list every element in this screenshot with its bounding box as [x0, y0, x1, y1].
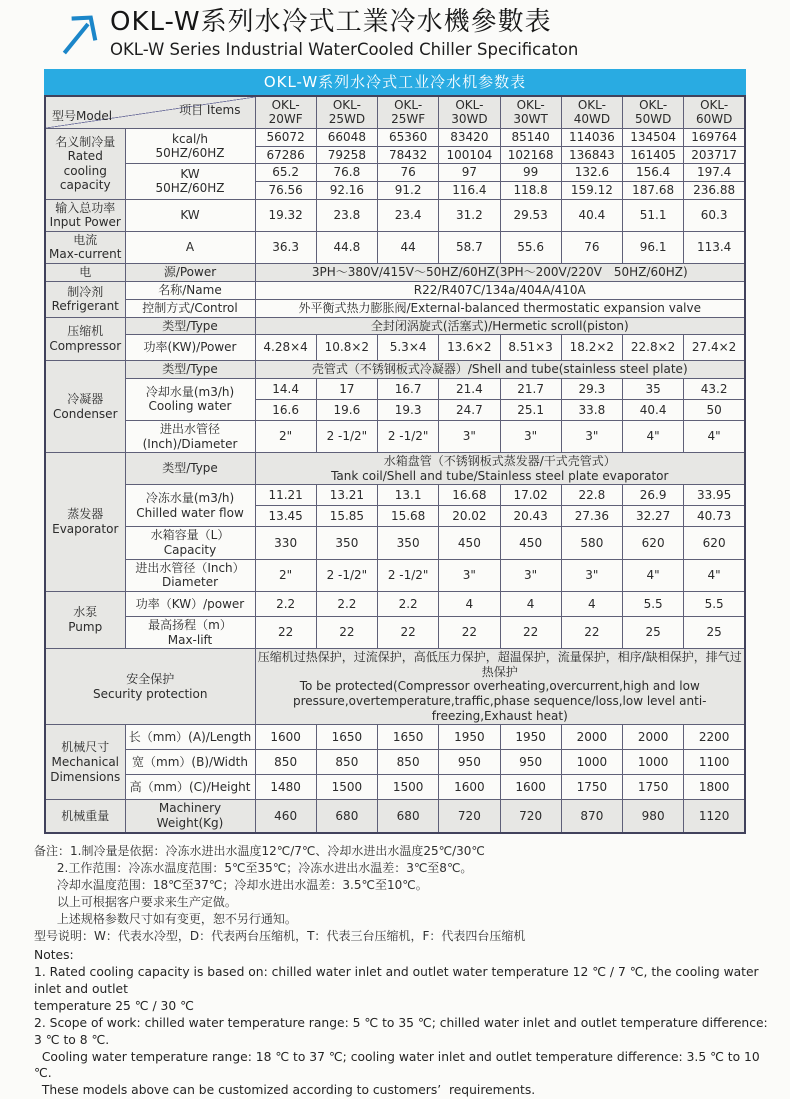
table-cell: 36.3: [255, 231, 316, 263]
table-cell: 进出水管径 (Inch)/Diameter: [125, 420, 255, 452]
table-cell: 8.51×3: [500, 335, 561, 361]
table-cell: 16.68: [439, 485, 500, 506]
table-cell: 2 -1/2": [316, 420, 377, 452]
table-cell: 236.88: [684, 181, 745, 199]
table-cell: 1000: [623, 750, 684, 775]
table-cell: 19.32: [255, 199, 316, 231]
table-cell: 1100: [684, 750, 745, 775]
table-cell: 2 -1/2": [378, 559, 439, 591]
table-cell: 2.2: [255, 591, 316, 616]
table-cell: 壳管式（不锈钢板式冷凝器）/Shell and tube(stainless steel plate): [255, 361, 745, 379]
table-cell: 460: [255, 800, 316, 833]
table-cell: 31.2: [439, 199, 500, 231]
table-cell: 40.73: [684, 506, 745, 527]
table-cell: 113.4: [684, 231, 745, 263]
table-cell: 102168: [500, 146, 561, 164]
table-cell: 23.8: [316, 199, 377, 231]
table-cell: 26.9: [623, 485, 684, 506]
table-cell: 33.95: [684, 485, 745, 506]
table-cell: 2200: [684, 725, 745, 750]
table-cell: 15.85: [316, 506, 377, 527]
table-cell: 2.2: [316, 591, 377, 616]
table-cell: 3": [561, 420, 622, 452]
table-cell: 22: [439, 616, 500, 648]
table-cell: 15.68: [378, 506, 439, 527]
table-cell: 350: [316, 527, 377, 559]
table-cell: 19.3: [378, 399, 439, 420]
table-cell: 5.3×4: [378, 335, 439, 361]
notes-section: [34, 843, 770, 1099]
table-cell: 4": [623, 559, 684, 591]
table-cell: 宽（mm）(B)/Width: [125, 750, 255, 775]
table-cell: 3": [500, 559, 561, 591]
table-cell: 850: [316, 750, 377, 775]
table-cell: 源/Power: [125, 264, 255, 282]
table-cell: 114036: [561, 129, 622, 147]
table-cell: 19.6: [316, 399, 377, 420]
table-cell: 22: [316, 616, 377, 648]
table-cell: 1120: [684, 800, 745, 833]
table-cell: 2.2: [378, 591, 439, 616]
table-cell: 99: [500, 164, 561, 182]
table-cell: 22: [500, 616, 561, 648]
table-cell: 100104: [439, 146, 500, 164]
table-cell: 名义制冷量 Rated cooling capacity: [45, 129, 125, 200]
table-cell: 40.4: [623, 399, 684, 420]
table-cell: 类型/Type: [125, 317, 255, 335]
table-cell: 3": [439, 420, 500, 452]
table-cell: 2": [255, 559, 316, 591]
table-cell: 40.4: [561, 199, 622, 231]
table-cell: 92.16: [316, 181, 377, 199]
table-cell: 14.4: [255, 378, 316, 399]
table-cell: 118.8: [500, 181, 561, 199]
table-cell: 全封闭涡旋式(活塞式)/Hermetic scroll(piston): [255, 317, 745, 335]
table-cell: 1000: [561, 750, 622, 775]
table-cell: 79258: [316, 146, 377, 164]
table-cell: 2 -1/2": [378, 420, 439, 452]
table-cell: 1800: [684, 775, 745, 800]
table-cell: 83420: [439, 129, 500, 147]
table-cell: 17: [316, 378, 377, 399]
table-cell: 13.1: [378, 485, 439, 506]
table-cell: 27.36: [561, 506, 622, 527]
table-cell: 203717: [684, 146, 745, 164]
table-cell: 1600: [500, 775, 561, 800]
table-cell: 18.2×2: [561, 335, 622, 361]
table-cell: 27.4×2: [684, 335, 745, 361]
table-cell: 134504: [623, 129, 684, 147]
page-title-zh: OKL-W系列水冷式工業冷水機參數表: [110, 6, 578, 39]
table-cell: 56072: [255, 129, 316, 147]
table-cell: 76: [378, 164, 439, 182]
table-cell: 3PH～380V/415V～50HZ/60HZ(3PH～200V/220V 50HZ/60HZ): [255, 264, 745, 282]
table-cell: 78432: [378, 146, 439, 164]
table-banner: OKL-W系列水冷式工业冷水机参数表: [44, 69, 746, 95]
table-cell: 最高扬程（m） Max-lift: [125, 616, 255, 648]
table-cell: 50: [684, 399, 745, 420]
table-cell: 类型/Type: [125, 453, 255, 485]
table-cell: 13.45: [255, 506, 316, 527]
table-cell: 4": [623, 420, 684, 452]
table-cell: 720: [500, 800, 561, 833]
table-cell: 控制方式/Control: [125, 299, 255, 317]
table-cell: 850: [378, 750, 439, 775]
table-cell: 4: [500, 591, 561, 616]
table-cell: 25: [684, 616, 745, 648]
table-cell: A: [125, 231, 255, 263]
table-cell: 55.6: [500, 231, 561, 263]
table-cell: 980: [623, 800, 684, 833]
table-cell: 76: [561, 231, 622, 263]
table-cell: 22: [378, 616, 439, 648]
table-cell: 冷却水量(m3/h) Cooling water: [125, 378, 255, 420]
table-cell: 10.8×2: [316, 335, 377, 361]
page-header: [58, 6, 790, 59]
table-cell: 功率(KW)/Power: [125, 335, 255, 361]
table-cell: 压缩机过热保护，过流保护，高低压力保护，超温保护，流量保护，相序/缺相保护，排气过热保护 To be protected(Compressor overheating,overcurrent,high and low pressure,overtemperature,traffic,phase sequence/loss,low level anti-freezing,Exhaust heat): [255, 649, 745, 725]
table-corner-cell: [45, 96, 255, 129]
notes-chinese: 备注：1.制冷量是依据：冷冻水进出水温度12℃/7℃、冷却水进出水温度25℃/30℃ 2.工作范围：冷冻水温度范围：5℃至35℃；冷冻水进出水温差：3℃至8℃。 冷却水温度范围：18℃至37℃；冷却水进出水温差：3.5℃至10℃。 以上可根据客户要求来生产定做。 上述规格参数尺寸如有变更，恕不另行通知。 型号说明：W：代表水冷型，D：代表两台压缩机，T：代表三台压缩机，F：代表四台压缩机: [34, 843, 770, 945]
table-cell: 116.4: [439, 181, 500, 199]
table-cell: 输入总功率 Input Power: [45, 199, 125, 231]
table-cell: 外平衡式热力膨胀阀/External-balanced thermostatic expansion valve: [255, 299, 745, 317]
table-cell: 67286: [255, 146, 316, 164]
table-cell: 21.7: [500, 378, 561, 399]
table-cell: 76.8: [316, 164, 377, 182]
table-cell: 85140: [500, 129, 561, 147]
table-cell: 29.53: [500, 199, 561, 231]
table-cell: Machinery Weight(Kg): [125, 800, 255, 833]
table-cell: 25: [623, 616, 684, 648]
table-cell: 压缩机 Compressor: [45, 317, 125, 361]
table-cell: 870: [561, 800, 622, 833]
table-cell: 97: [439, 164, 500, 182]
table-cell: 32.27: [623, 506, 684, 527]
table-cell: 1950: [439, 725, 500, 750]
spec-table: [44, 95, 746, 834]
table-cell: 1950: [500, 725, 561, 750]
table-cell: 720: [439, 800, 500, 833]
table-cell: 161405: [623, 146, 684, 164]
table-cell: 水泵 Pump: [45, 591, 125, 648]
table-cell: 22.8: [561, 485, 622, 506]
table-cell: 1650: [378, 725, 439, 750]
table-cell: 电流 Max-current: [45, 231, 125, 263]
table-cell: 2": [255, 420, 316, 452]
table-cell: 机械尺寸 Mechanical Dimensions: [45, 725, 125, 800]
table-cell: 132.6: [561, 164, 622, 182]
table-cell: 76.56: [255, 181, 316, 199]
table-cell: 1750: [623, 775, 684, 800]
table-cell: 11.21: [255, 485, 316, 506]
table-cell: 33.8: [561, 399, 622, 420]
arrow-up-right-icon: [58, 10, 98, 58]
table-cell: 4": [684, 420, 745, 452]
table-cell: 3": [500, 420, 561, 452]
table-cell: 1480: [255, 775, 316, 800]
model-header-cell: OKL- 25WD: [316, 96, 377, 129]
table-cell: 680: [316, 800, 377, 833]
table-cell: 4": [684, 559, 745, 591]
table-cell: 制冷剂 Refrigerant: [45, 282, 125, 318]
table-cell: 29.3: [561, 378, 622, 399]
table-cell: 65.2: [255, 164, 316, 182]
corner-items-label: 项目 Items: [179, 103, 240, 118]
spec-table-body: [45, 96, 745, 833]
table-cell: 20.43: [500, 506, 561, 527]
model-header-cell: OKL- 60WD: [684, 96, 745, 129]
table-cell: 21.4: [439, 378, 500, 399]
table-cell: 620: [623, 527, 684, 559]
table-cell: KW 50HZ/60HZ: [125, 164, 255, 199]
table-cell: 25.1: [500, 399, 561, 420]
notes-english: Notes: 1. Rated cooling capacity is based on: chilled water inlet and outlet water temperature 12 ℃ / 7 ℃, the cooling water inlet and outlet temperature 25 ℃ / 30 ℃ 2. Scope of work: chilled water temperature range: 5 ℃ to 35 ℃; chilled water inlet and outlet temperature difference: 3 ℃ to 8 ℃. Cooling water temperature range: 18 ℃ to 37 ℃; cooling water inlet and outlet temperature difference: 3.5 ℃ to 10 ℃. These models above can be customized according to customers’ requirements.: [34, 947, 770, 1099]
table-cell: 950: [439, 750, 500, 775]
table-cell: 蒸发器 Evaporator: [45, 453, 125, 592]
table-cell: 1500: [378, 775, 439, 800]
table-cell: 水箱容量（L） Capacity: [125, 527, 255, 559]
table-cell: 24.7: [439, 399, 500, 420]
table-cell: 13.6×2: [439, 335, 500, 361]
table-cell: 2000: [623, 725, 684, 750]
table-cell: 850: [255, 750, 316, 775]
table-cell: 1500: [316, 775, 377, 800]
table-cell: 长（mm）(A)/Length: [125, 725, 255, 750]
table-cell: 450: [500, 527, 561, 559]
table-cell: 43.2: [684, 378, 745, 399]
title-block: [110, 6, 578, 59]
table-cell: 60.3: [684, 199, 745, 231]
model-header-cell: OKL- 40WD: [561, 96, 622, 129]
table-cell: 类型/Type: [125, 361, 255, 379]
table-cell: 4: [561, 591, 622, 616]
table-cell: 安全保护 Security protection: [45, 649, 255, 725]
table-cell: 169764: [684, 129, 745, 147]
table-cell: 1650: [316, 725, 377, 750]
table-cell: 冷冻水量(m3/h) Chilled water flow: [125, 485, 255, 527]
table-cell: 44.8: [316, 231, 377, 263]
table-cell: 450: [439, 527, 500, 559]
table-cell: 16.6: [255, 399, 316, 420]
table-cell: 3": [439, 559, 500, 591]
table-cell: 名称/Name: [125, 282, 255, 300]
table-cell: 17.02: [500, 485, 561, 506]
table-cell: 3": [561, 559, 622, 591]
table-cell: 187.68: [623, 181, 684, 199]
table-cell: 22: [255, 616, 316, 648]
table-cell: 66048: [316, 129, 377, 147]
table-cell: 22: [561, 616, 622, 648]
table-cell: 20.02: [439, 506, 500, 527]
table-cell: 1600: [439, 775, 500, 800]
table-cell: 156.4: [623, 164, 684, 182]
table-cell: 1750: [561, 775, 622, 800]
table-cell: 620: [684, 527, 745, 559]
table-cell: 水箱盘管（不锈钢板式蒸发器/干式壳管式） Tank coil/Shell and tube/Stainless steel plate evaporator: [255, 453, 745, 485]
table-cell: 机械重量: [45, 800, 125, 833]
table-cell: 13.21: [316, 485, 377, 506]
table-cell: R22/R407C/134a/404A/410A: [255, 282, 745, 300]
table-cell: 23.4: [378, 199, 439, 231]
table-cell: 进出水管径（Inch） Diameter: [125, 559, 255, 591]
table-cell: 197.4: [684, 164, 745, 182]
table-cell: 4.28×4: [255, 335, 316, 361]
model-header-cell: OKL- 50WD: [623, 96, 684, 129]
table-cell: 2 -1/2": [316, 559, 377, 591]
table-cell: 159.12: [561, 181, 622, 199]
table-cell: 58.7: [439, 231, 500, 263]
model-header-cell: OKL- 25WF: [378, 96, 439, 129]
table-cell: 4: [439, 591, 500, 616]
table-cell: kcal/h 50HZ/60HZ: [125, 129, 255, 164]
table-cell: 电: [45, 264, 125, 282]
table-cell: 功率（KW）/power: [125, 591, 255, 616]
table-cell: 91.2: [378, 181, 439, 199]
table-cell: KW: [125, 199, 255, 231]
table-cell: 350: [378, 527, 439, 559]
table-cell: 96.1: [623, 231, 684, 263]
table-cell: 65360: [378, 129, 439, 147]
table-cell: 16.7: [378, 378, 439, 399]
table-cell: 580: [561, 527, 622, 559]
table-cell: 680: [378, 800, 439, 833]
table-cell: 高（mm）(C)/Height: [125, 775, 255, 800]
table-cell: 2000: [561, 725, 622, 750]
corner-model-label: 型号Model: [52, 109, 112, 124]
model-header-cell: OKL- 30WT: [500, 96, 561, 129]
table-cell: 136843: [561, 146, 622, 164]
table-cell: 950: [500, 750, 561, 775]
table-cell: 冷凝器 Condenser: [45, 361, 125, 453]
page-title-en: OKL-W Series Industrial WaterCooled Chiller Specificaton: [110, 40, 578, 59]
table-cell: 5.5: [684, 591, 745, 616]
model-header-cell: OKL- 20WF: [255, 96, 316, 129]
model-header-cell: OKL- 30WD: [439, 96, 500, 129]
table-cell: 5.5: [623, 591, 684, 616]
table-cell: 330: [255, 527, 316, 559]
table-cell: 35: [623, 378, 684, 399]
table-cell: 51.1: [623, 199, 684, 231]
table-cell: 1600: [255, 725, 316, 750]
table-cell: 44: [378, 231, 439, 263]
table-cell: 22.8×2: [623, 335, 684, 361]
